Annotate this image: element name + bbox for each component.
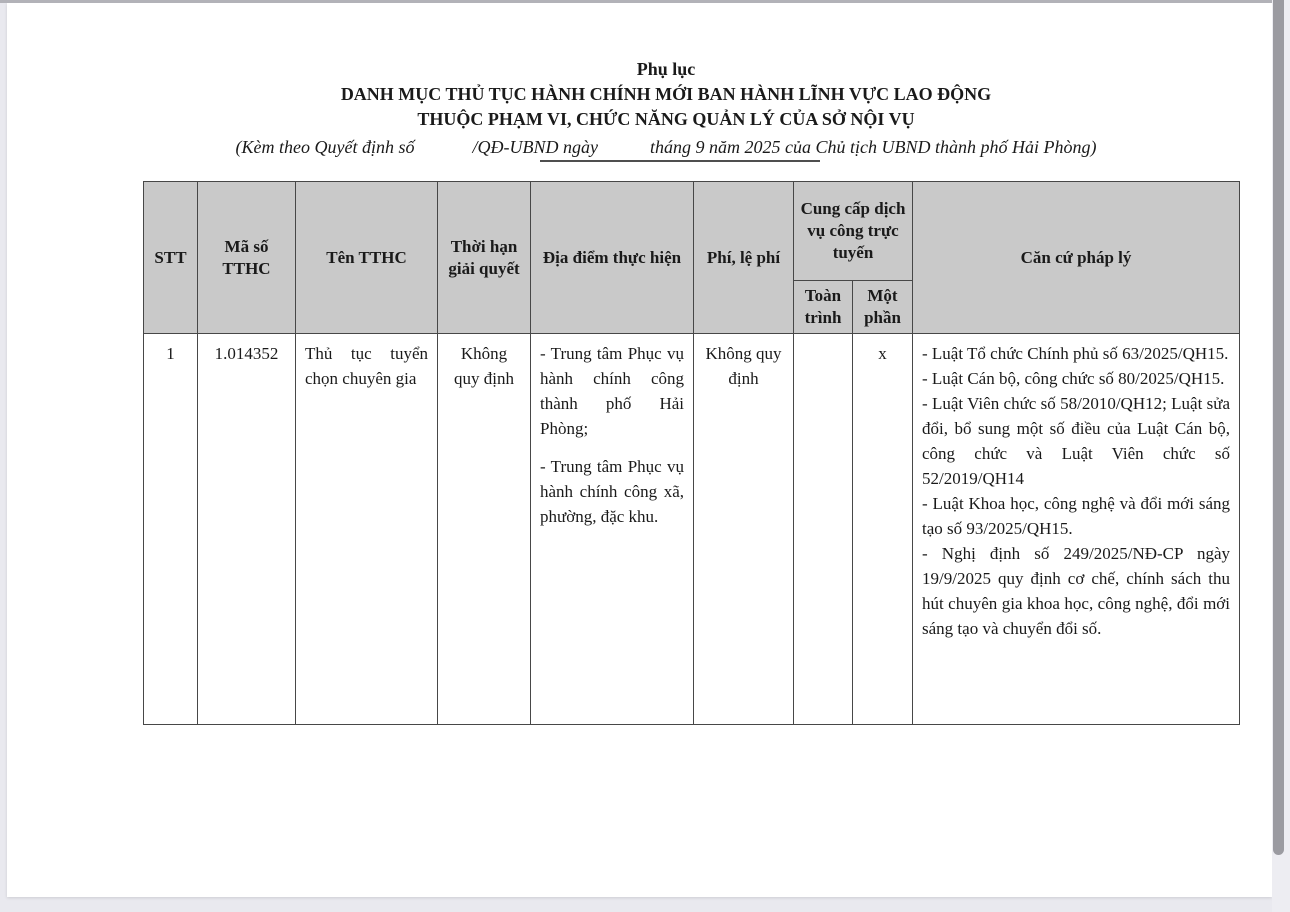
subtitle-part-1: (Kèm theo Quyết định số <box>235 137 415 157</box>
procedures-table <box>143 181 1240 725</box>
can-cu-item: - Luật Viên chức số 58/2010/QH12; Luật sửa đổi, bổ sung một số điều của Luật Cán bộ, công chức và Luật Viên chức số 52/2019/QH14 <box>922 394 1231 488</box>
scrollbar[interactable] <box>1272 0 1290 912</box>
appendix-label: Phụ lục <box>636 59 696 79</box>
cell-thoi-han: Không quy định <box>438 334 531 725</box>
dia-diem-item: - Trung tâm Phục vụ hành chính công thành phố Hải Phòng; <box>540 344 684 438</box>
can-cu-item: - Luật Tổ chức Chính phủ số 63/2025/QH15. <box>922 344 1229 363</box>
col-header-thoi-han: Thời hạn giải quyết <box>438 182 531 334</box>
title-line-1: DANH MỤC THỦ TỤC HÀNH CHÍNH MỚI BAN HÀNH LĨNH VỰC LAO ĐỘNG <box>340 84 992 104</box>
col-header-toan-trinh: Toàn trình <box>794 281 853 334</box>
cell-stt: 1 <box>144 334 198 725</box>
col-header-stt: STT <box>144 182 198 334</box>
subtitle-part-3: tháng 9 năm 2025 của Chủ tịch UBND thành phố Hải Phòng) <box>649 137 1097 157</box>
document-heading <box>60 58 1272 159</box>
col-header-ten-tthc: Tên TTHC <box>296 182 438 334</box>
cell-toan-trinh <box>794 334 853 725</box>
cell-phi-le-phi: Không quy định <box>694 334 794 725</box>
col-header-dich-vu-cong: Cung cấp dịch vụ công trực tuyến <box>794 182 913 281</box>
cell-can-cu <box>913 334 1240 725</box>
subtitle-part-2: /QĐ-UBND ngày <box>472 137 598 157</box>
cell-mot-phan: x <box>853 334 913 725</box>
fill-in-line <box>540 160 820 162</box>
col-header-dia-diem: Địa điểm thực hiện <box>531 182 694 334</box>
subtitle <box>60 136 1272 159</box>
viewport-top-edge <box>0 0 1290 3</box>
table-row <box>144 334 1240 725</box>
col-header-phi-le-phi: Phí, lệ phí <box>694 182 794 334</box>
title-line-2: THUỘC PHẠM VI, CHỨC NĂNG QUẢN LÝ CỦA SỞ NỘI VỤ <box>417 109 915 129</box>
cell-dia-diem <box>531 334 694 725</box>
can-cu-item: - Nghị định số 249/2025/NĐ-CP ngày 19/9/2025 quy định cơ chế, chính sách thu hút chuyên gia khoa học, công nghệ, đổi mới sáng tạo và chuyển đổi số. <box>922 544 1231 638</box>
cell-ma-so: 1.014352 <box>198 334 296 725</box>
col-header-ma-so-tthc: Mã số TTHC <box>198 182 296 334</box>
can-cu-item: - Luật Khoa học, công nghệ và đổi mới sáng tạo số 93/2025/QH15. <box>922 494 1231 538</box>
cell-ten-tthc: Thủ tục tuyển chọn chuyên gia <box>296 334 438 725</box>
dia-diem-item: - Trung tâm Phục vụ hành chính công xã, phường, đặc khu. <box>540 457 684 526</box>
col-header-can-cu: Căn cứ pháp lý <box>913 182 1240 334</box>
document-page <box>7 3 1272 897</box>
can-cu-item: - Luật Cán bộ, công chức số 80/2025/QH15. <box>922 369 1225 388</box>
scrollbar-thumb[interactable] <box>1273 0 1284 855</box>
col-header-mot-phan: Một phần <box>853 281 913 334</box>
